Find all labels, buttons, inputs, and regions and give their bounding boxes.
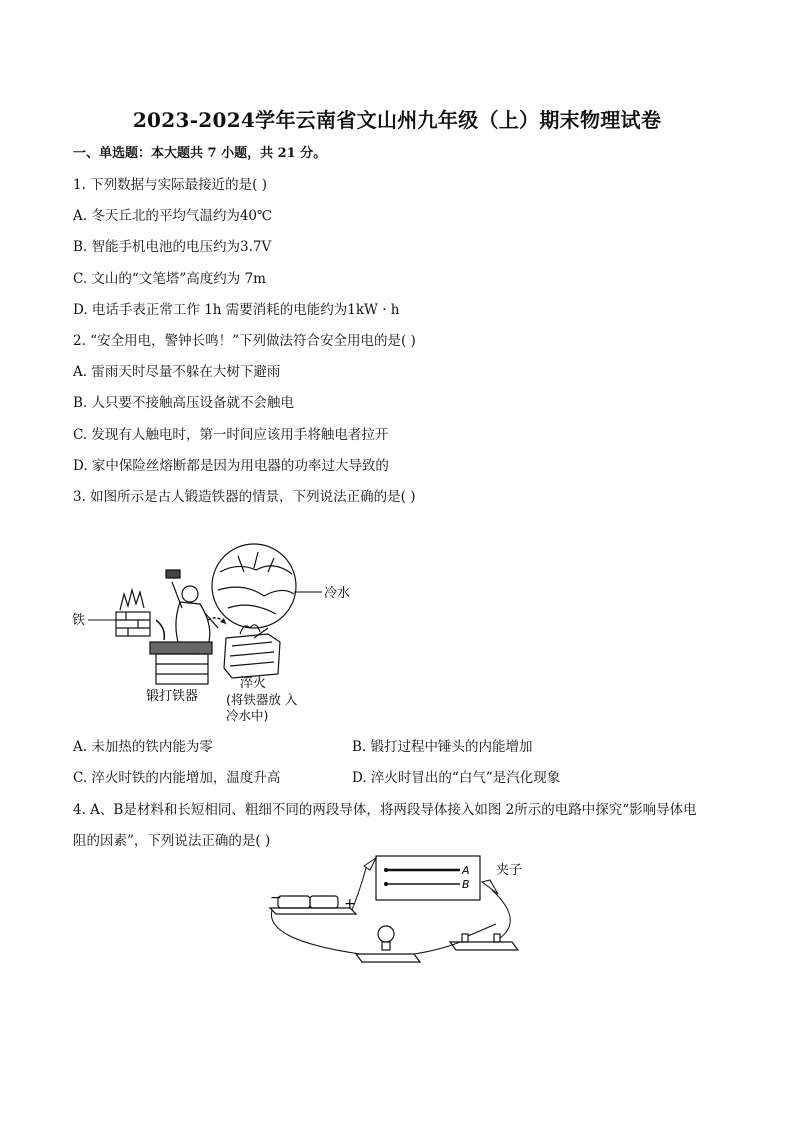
label-b: B	[462, 878, 470, 891]
label-quench-note-1: (将铁器放 入	[226, 692, 298, 707]
label-a: A	[462, 864, 470, 877]
label-plus: +	[344, 896, 356, 912]
circuit-figure	[264, 850, 534, 970]
q3-stem: 3. 如图所示是古人锻造铁器的情景，下列说法正确的是( )	[73, 489, 416, 505]
q1-option-a: A. 冬天丘北的平均气温约为40℃	[73, 208, 273, 224]
label-cold-water: 冷水	[324, 586, 351, 601]
q3-option-a: A. 未加热的铁内能为零	[73, 739, 213, 755]
q4-stem-line-1: 4. A、B是材料和长短相同、粗细不同的两段导体，将两段导体接入如图 2所示的电路中探究“影响导体电	[73, 802, 697, 818]
anvil	[150, 642, 212, 684]
q2-option-d: D. 家中保险丝熔断都是因为用电器的功率过大导致的	[73, 458, 389, 474]
label-minus: −	[270, 890, 282, 906]
q2-option-b: B. 人只要不接触高压设备就不会触电	[73, 395, 295, 411]
furnace	[116, 590, 150, 636]
q2-stem: 2. “安全用电，警钟长鸣！”下列做法符合安全用电的是( )	[73, 333, 416, 349]
q1-option-b: B. 智能手机电池的电压约为3.7V	[73, 239, 272, 255]
q2-option-a: A. 雷雨天时尽量不躲在大树下避雨	[73, 364, 281, 380]
q3-option-d: D. 淬火时冒出的“白气”是汽化现象	[352, 770, 561, 786]
q1-option-d: D. 电话手表正常工作 1h 需要消耗的电能约为1kW · h	[73, 302, 400, 318]
q4-stem-line-2: 阻的因素”，下列说法正确的是( )	[73, 833, 271, 849]
page-title: 2023-2024学年云南省文山州九年级（上）期末物理试卷	[132, 108, 662, 132]
q3-option-b: B. 锻打过程中锤头的内能增加	[352, 739, 533, 755]
label-forging: 锻打铁器	[146, 689, 199, 704]
quench-basin	[224, 625, 280, 678]
bulb-board	[356, 926, 420, 962]
q3-option-c: C. 淬火时铁的内能增加，温度升高	[73, 770, 281, 786]
q2-option-c: C. 发现有人触电时，第一时间应该用手将触电者拉开	[73, 427, 389, 443]
label-quench: 淬火	[240, 676, 267, 691]
forging-figure	[68, 542, 368, 728]
q1-stem: 1. 下列数据与实际最接近的是( )	[73, 177, 267, 193]
label-clip: 夹子	[496, 863, 523, 878]
label-quench-note-2: 冷水中)	[226, 708, 269, 723]
q1-option-c: C. 文山的“文笔塔”高度约为 7m	[73, 271, 266, 287]
label-iron: 铁	[72, 613, 86, 628]
inset-circle	[212, 544, 296, 638]
switch-board	[450, 924, 518, 950]
section-heading: 一、单选题：本大题共 7 小题，共 21 分。	[73, 146, 327, 161]
